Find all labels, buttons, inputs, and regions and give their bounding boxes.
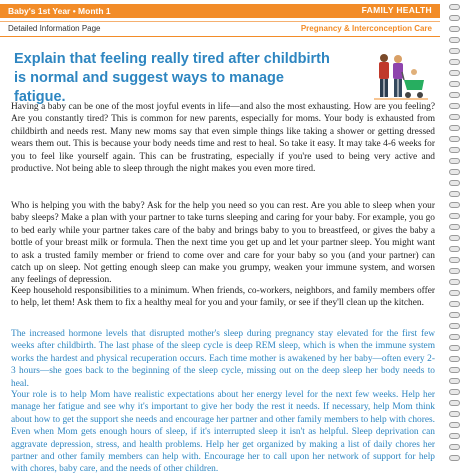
binding-ring [449,4,460,10]
page-label: Detailed Information Page [8,24,101,33]
binding-ring [449,334,460,340]
binding-ring [449,345,460,351]
binding-ring [449,235,460,241]
binding-ring [449,400,460,406]
binding-ring [449,70,460,76]
binding-ring [449,213,460,219]
binding-ring [449,114,460,120]
binding-ring [449,301,460,307]
binding-ring [449,15,460,21]
binding-ring [449,356,460,362]
binding-ring [449,455,460,461]
binding-ring [449,389,460,395]
header-bar [0,4,440,18]
binding-ring [449,26,460,32]
binding-ring [449,136,460,142]
topic-label: Pregnancy & Interconception Care [300,24,432,33]
paragraph-your-role: Your role is to help Mom have realistic expectations about her energy level for the next few weeks. Help her manage her fatigue and see why it's important to give her body the rest it needs. If necessary, help Mom think about how to get the support she needs and encourage her partner and other family members to help with chores. Even when Mom gets enough hours of sleep, if it's interrupted sleep it isn't as helpful. Sleep deprivation can aggravate depression, stress, and health problems. Help her get organized by making a list of daily chores her partner and other family members can help with. Encourage her to call upon her network of support for help with chores, baby care, and the needs of other children. [11,390,435,475]
binding-ring [449,125,460,131]
binding-ring [449,268,460,274]
binding-ring [449,224,460,230]
binding-ring [449,279,460,285]
month-label: Baby's 1st Year • Month 1 [8,6,111,16]
binding-ring [449,433,460,439]
paragraph-help: Who is helping you with the baby? Ask for the help you need so you can rest. Are you able to sleep when your baby sleeps? Make a plan with your partner to take turns sleeping and caring for your baby. For example, you go to bed early while your partner takes care of the baby and brings baby to you to breastfeed, or gives the baby a bottle of your breast milk or formula. Then the next time you get up and let your partner sleep. You might want to ask a trusted family member or friend to come over and care for your baby so you (and your partner) can catch up on sleep. Not getting enough sleep can make you grumpy, weaken your immune system, and worsen any feelings of depression. [11,201,435,286]
binding-ring [449,191,460,197]
binding-ring [449,257,460,263]
binding-ring [449,202,460,208]
page-title: Explain that feeling really tired after childbirth is normal and suggest ways to manage fatigue. [14,51,330,105]
binding-ring [449,147,460,153]
paragraph-household: Keep household responsibilities to a minimum. When friends, co-workers, neighbors, and family members offer to help, let them! Ask them to fix a healthy meal for you and your family, or see if they'll clean up the kitchen. [11,286,435,309]
binding-ring [449,92,460,98]
sub-header-bar [0,21,440,37]
binding-ring [449,59,460,65]
binding-ring [449,422,460,428]
binding-ring [449,246,460,252]
binding-ring [449,444,460,450]
binding-ring [449,180,460,186]
paragraph-fatigue: Having a baby can be one of the most joyful events in life—and also the most exhausting. How are you feeling? Are you constantly tired? This is common for new parents, especially for moms. Your body is exhausted from childbirth and needs rest. Many new moms say that even simple things like taking a shower or getting dressed wears them out. This is because your body needs time and rest to heal. So take it easy. It may take 4-6 weeks for you to feel like yourself again. This can be frustrating, especially if you're used to being very active and productive. Not being able to sleep through the night makes you even more tired. [11,102,435,175]
spiral-binding [446,0,460,460]
binding-ring [449,411,460,417]
binding-ring [449,169,460,175]
binding-ring [449,367,460,373]
paragraph-hormones: The increased hormone levels that disrupted mother's sleep during pregnancy stay elevated for the first few weeks after childbirth. The last phase of the sleep cycle is deep REM sleep, which is when the immune system works the hardest and physical recuperation occurs. Each time mother is awakened by her baby—often every 2-3 hours—she goes back to the beginning of the sleep cycle, missing out on the deep sleep her body needs to heal. [11,329,435,389]
binding-ring [449,37,460,43]
binding-ring [449,312,460,318]
binding-ring [449,103,460,109]
binding-ring [449,378,460,384]
binding-ring [449,81,460,87]
binding-ring [449,158,460,164]
binding-ring [449,323,460,329]
family-illustration [372,52,428,104]
binding-ring [449,48,460,54]
binding-ring [449,290,460,296]
section-title: FAMILY HEALTH [361,5,432,15]
